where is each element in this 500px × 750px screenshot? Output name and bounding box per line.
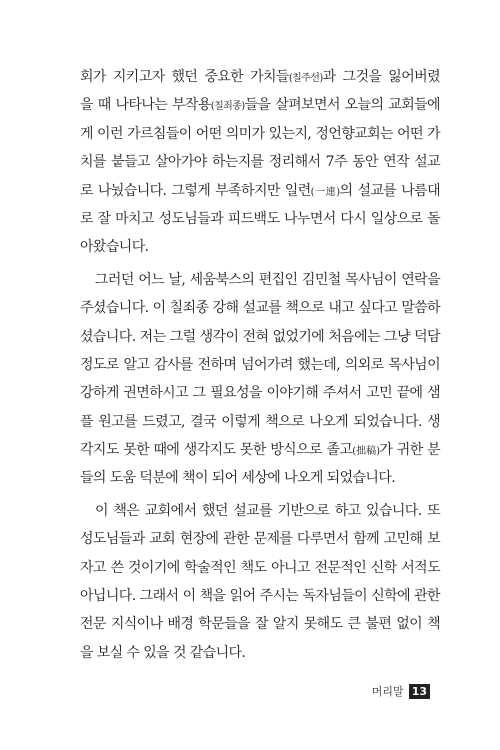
paragraph xyxy=(80,63,440,262)
text-line xyxy=(80,233,440,261)
body-text xyxy=(80,63,440,667)
text-line xyxy=(80,610,440,638)
text-line xyxy=(80,205,440,233)
text-line xyxy=(80,379,440,407)
text-line xyxy=(80,63,440,91)
text-segment: 아닙니다. 그래서 이 책을 읽어 주시는 독자님들이 신학에 관한 xyxy=(80,588,440,605)
text-segment: 그러던 어느 날, 세움북스의 편집인 김민철 목사님이 연락을 xyxy=(95,271,440,288)
text-line xyxy=(80,351,440,379)
text-line xyxy=(80,582,440,610)
text-segment: 을 때 나타나는 부작용 xyxy=(80,97,211,114)
paragraph xyxy=(80,497,440,667)
text-segment: 들의 도움 덕분에 책이 되어 세상에 나오게 되었습니다. xyxy=(80,470,396,487)
text-segment: 을 보실 수 있을 것 같습니다. xyxy=(80,644,246,661)
text-line xyxy=(80,554,440,582)
text-line xyxy=(80,294,440,322)
text-segment: 들을 살펴보면서 오늘의 교회들에 xyxy=(244,97,440,114)
text-segment: 각지도 못한 때에 생각지도 못한 방식으로 졸고 xyxy=(80,442,353,459)
page-footer xyxy=(0,683,430,700)
text-line xyxy=(80,266,440,294)
text-segment: 플 원고를 드렸고, 결국 이렇게 책으로 나오게 되었습니다. 생 xyxy=(80,413,440,430)
text-segment: 치를 붙들고 살아가야 하는지를 정리해서 7주 동안 연작 설교 xyxy=(80,154,440,171)
text-line xyxy=(80,408,440,436)
text-segment: 자고 쓴 것이기에 학술적인 책도 아니고 전문적인 신학 서적도 xyxy=(80,559,440,576)
text-segment: 게 이런 가르침들이 어떤 의미가 있는지, 정언향교회는 어떤 가 xyxy=(80,125,440,142)
text-segment: 강하게 권면하시고 그 필요성을 이야기해 주셔서 고민 끝에 샘 xyxy=(80,385,440,402)
text-segment: 가 귀한 분 xyxy=(379,442,440,459)
text-line xyxy=(80,91,440,119)
hanja-gloss: (칠죄종) xyxy=(210,101,245,113)
page-number: 13 xyxy=(409,684,430,699)
text-line xyxy=(80,525,440,553)
text-line xyxy=(80,464,440,492)
text-line xyxy=(80,148,440,176)
text-segment: 주셨습니다. 이 칠죄종 강해 설교를 책으로 내고 싶다고 말씀하 xyxy=(80,300,440,317)
text-segment: 성도님들과 교회 현장에 관한 문제를 다루면서 함께 고민해 보 xyxy=(80,531,440,548)
text-line xyxy=(80,497,440,525)
text-segment: 로 나눴습니다. 그렇게 부족하지만 일련 xyxy=(80,182,311,199)
text-segment: 이 책은 교회에서 했던 설교를 기반으로 하고 있습니다. 또 xyxy=(95,502,440,519)
text-segment: 회가 지키고자 했던 중요한 가치들 xyxy=(80,69,289,85)
text-line xyxy=(80,120,440,148)
hanja-gloss: (칠주선) xyxy=(288,73,323,84)
running-header-label: 머리말 xyxy=(371,684,404,698)
text-segment: 정도로 알고 감사를 전하며 넘어가려 했는데, 의외로 목사님이 xyxy=(80,356,440,373)
text-line xyxy=(80,436,440,464)
text-segment: 전문 지식이나 배경 학문들을 잘 알지 못해도 큰 불편 없이 책 xyxy=(80,616,440,633)
text-segment: 셨습니다. 저는 그럴 생각이 전혀 없었기에 처음에는 그냥 덕담 xyxy=(80,328,440,345)
hanja-gloss: (一連) xyxy=(310,186,340,198)
paragraph xyxy=(80,266,440,493)
text-segment: 과 그것을 잃어버렸 xyxy=(322,69,441,85)
text-segment: 로 잘 마치고 성도님들과 피드백도 나누면서 다시 일상으로 돌 xyxy=(80,210,440,227)
hanja-gloss: (拙稿) xyxy=(352,446,380,458)
text-segment: 의 설교를 나름대 xyxy=(339,182,441,199)
text-line xyxy=(80,177,440,205)
text-line xyxy=(80,639,440,667)
text-line xyxy=(80,323,440,351)
text-segment: 아왔습니다. xyxy=(80,239,149,256)
